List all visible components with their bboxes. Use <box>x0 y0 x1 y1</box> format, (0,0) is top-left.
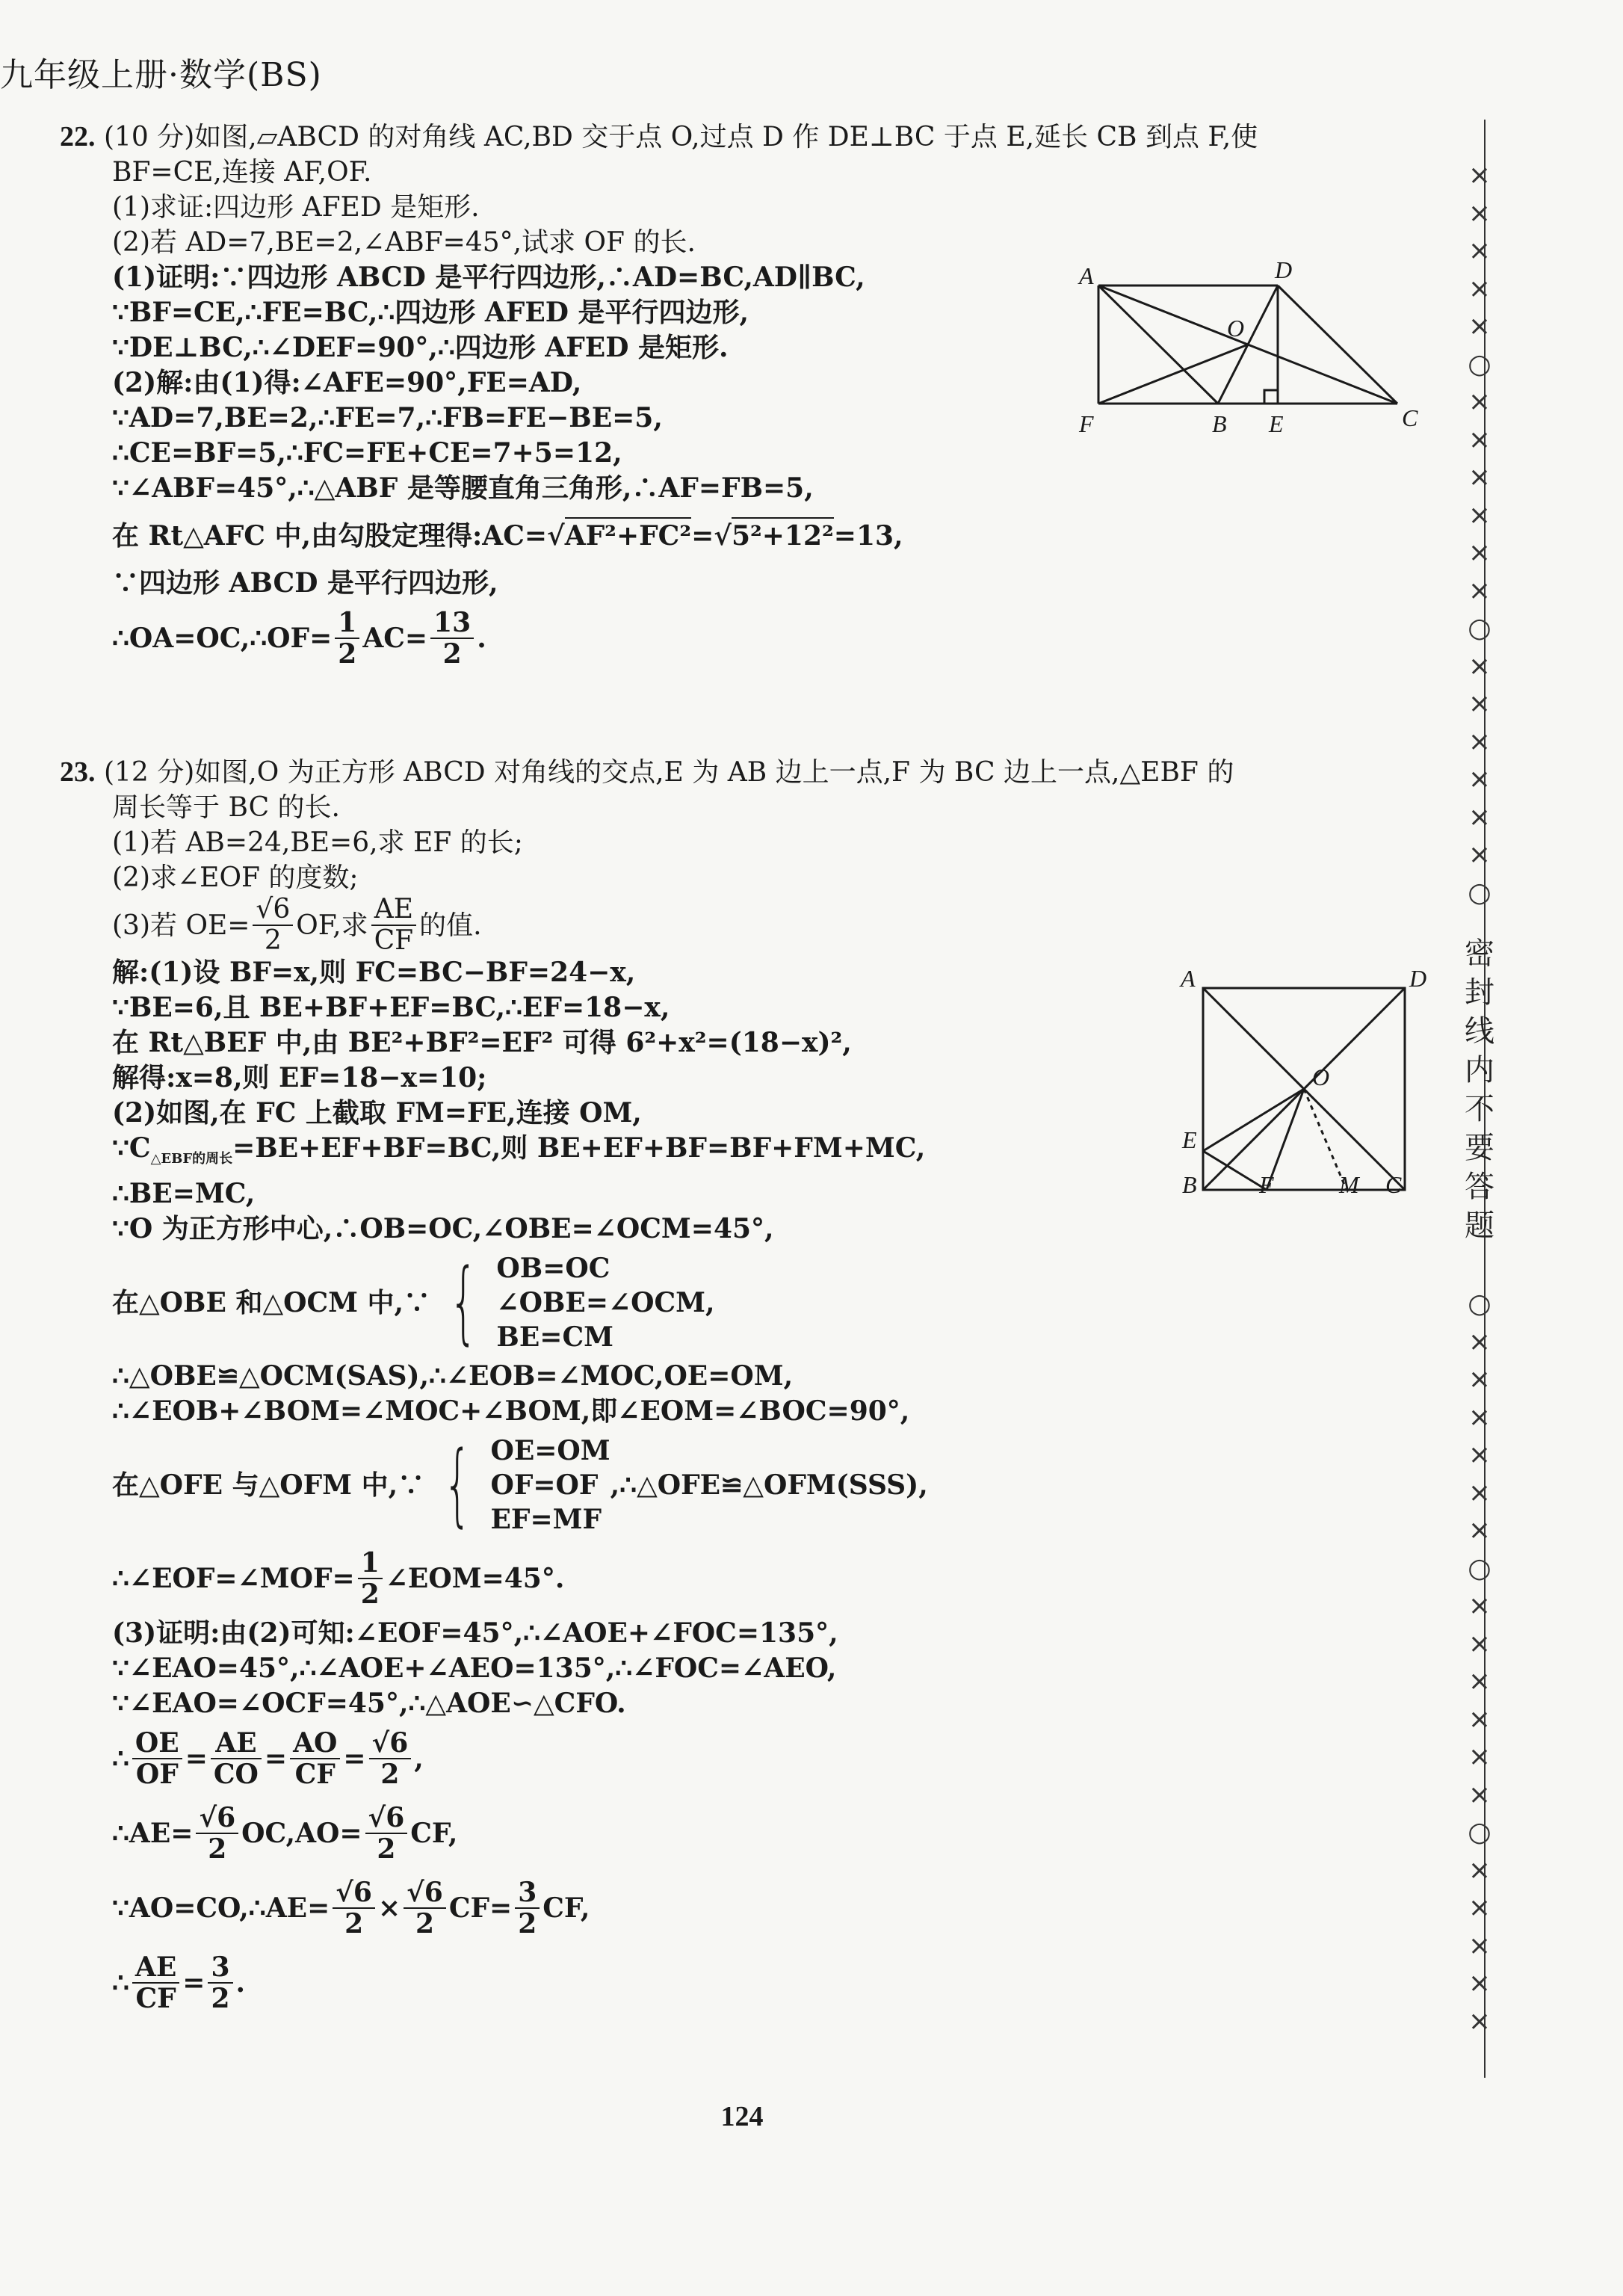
seal-mark: × <box>1468 1930 1491 1961</box>
seal-mark: ○ <box>1468 348 1491 380</box>
solution-line: 在△OBE 和△OCM 中,∵ { OB=OC ∠OBE=∠OCM, BE=CM <box>112 1250 715 1355</box>
solution-line: 在 Rt△AFC 中,由勾股定理得:AC= √AF²+FC² = √5²+12² =13, <box>60 506 1420 566</box>
solution-line: ∴BE=MC, <box>112 1178 256 1210</box>
fraction: $\frac{13}{2}$ <box>430 608 474 669</box>
question-23 <box>60 755 1420 2020</box>
question-stem-cont: 周长等于 BC 的长. <box>112 792 340 823</box>
point-label: O <box>1227 315 1245 342</box>
seal-mark: × <box>1468 1364 1491 1395</box>
figure-parallelogram <box>1069 254 1427 441</box>
seal-mark: × <box>1468 650 1491 682</box>
sqrt-expression: AF²+FC² <box>565 517 691 552</box>
seal-mark: × <box>1468 801 1491 833</box>
solution-line: ∵BE=6,且 BE+BF+EF=BC,∴EF=18−x, <box>112 992 670 1023</box>
question-part-1: (1)若 AB=24,BE=6,求 EF 的长; <box>112 827 523 858</box>
sqrt-expression: 5²+12² <box>732 517 834 552</box>
seal-mark: × <box>1468 537 1491 568</box>
seal-mark: × <box>1468 424 1491 455</box>
solution-line: 在△OFE 与△OFM 中,∵ { OE=OM OF=OF EF=MF ,∴△OFE≌△OFM(SSS), <box>112 1433 928 1537</box>
seal-mark: ○ <box>1468 1552 1491 1584</box>
seal-mark: × <box>1468 839 1491 870</box>
seal-mark: × <box>1468 1628 1491 1659</box>
fraction: $\frac{1}{2}$ <box>335 608 359 669</box>
solution-line: 在 Rt△BEF 中,由 BE²+BF²=EF² 可得 6²+x²=(18−x)², <box>112 1027 852 1058</box>
point-label: O <box>1312 1064 1330 1090</box>
point-label: C <box>1385 1171 1402 1198</box>
point-label: D <box>1409 965 1427 992</box>
seal-mark: × <box>1468 273 1491 304</box>
solution-line: ∴∠EOB+∠BOM=∠MOC+∠BOM,即∠EOM=∠BOC=90°, <box>112 1395 910 1428</box>
seal-mark: × <box>1468 311 1491 342</box>
solution-line: (3)证明:由(2)可知:∠EOF=45°,∴∠AOE+∠FOC=135°, <box>112 1617 838 1650</box>
seal-mark: × <box>1468 1401 1491 1433</box>
seal-mark: × <box>1468 1666 1491 1697</box>
point-label: F <box>1079 410 1094 437</box>
point-label: B <box>1212 410 1227 437</box>
seal-char: 线 <box>1465 1014 1494 1049</box>
point-label: A <box>1079 262 1094 289</box>
seal-mark: × <box>1468 764 1491 794</box>
question-stem: (12 分)如图,O 为正方形 ABCD 对角线的交点,E 为 AB 边上一点,F 为 BC 边上一点,△EBF 的 <box>103 757 1234 788</box>
seal-mark: × <box>1468 1326 1491 1357</box>
seal-mark: × <box>1468 1590 1491 1621</box>
seal-mark: × <box>1468 1515 1491 1546</box>
seal-char: 答 <box>1465 1170 1494 1204</box>
seal-text <box>1446 934 1513 1245</box>
solution-line: (2)解:由(1)得:∠AFE=90°,FE=AD, <box>112 367 582 398</box>
solution-line: $\because C_{\triangle EBF的周长}=BE+EF+BF=BC$,则 BE+EF+BF=BF+FM+MC, <box>112 1132 926 1167</box>
seal-mark: ○ <box>1468 1817 1491 1848</box>
seal-mark: × <box>1468 1892 1491 1923</box>
seal-marks-top <box>1446 157 1513 912</box>
seal-char: 封 <box>1465 975 1494 1010</box>
solution-line: 解得:x=8,则 EF=18−x=10; <box>112 1062 487 1093</box>
solution-line: ∴AE= $\frac{√6}{2}$ OC,AO= $\frac{√6}{2}$ CF, <box>112 1802 458 1866</box>
solution-line: 解:(1)设 BF=x,则 FC=BC−BF=24−x, <box>112 957 636 988</box>
seal-mark: × <box>1468 1741 1491 1772</box>
solution-line: (2)如图,在 FC 上截取 FM=FE,连接 OM, <box>112 1097 642 1129</box>
seal-mark: × <box>1468 1703 1491 1735</box>
solution-line: ∵BF=CE,∴FE=BC,∴四边形 AFED 是平行四边形, <box>112 297 749 328</box>
solution-line: ∴∠EOF=∠MOF= $\frac{1}{2}$ ∠EOM=45°. <box>112 1547 565 1611</box>
seal-mark: × <box>1468 575 1491 606</box>
seal-mark: × <box>1468 235 1491 266</box>
seal-mark: ○ <box>1468 1289 1491 1319</box>
seal-char: 密 <box>1465 936 1494 971</box>
point-label: E <box>1269 410 1284 437</box>
solution-line: ∵∠ABF=45°,∴△ABF 是等腰直角三角形,∴AF=FB=5, <box>112 472 814 504</box>
solution-line: ∵∠EAO=∠OCF=45°,∴△AOE∽△CFO. <box>112 1688 626 1720</box>
question-part-2: (2)求∠EOF 的度数; <box>112 862 359 893</box>
figure-square <box>1173 964 1435 1211</box>
solution-line: ∴ $\frac{OE}{OF}$ = $\frac{AE}{CO}$ = $\frac{AO}{CF}$ = $\frac{√6}{2}$ , <box>112 1727 424 1791</box>
point-label: D <box>1275 256 1293 283</box>
point-label: F <box>1259 1171 1274 1198</box>
question-number: 23. <box>60 756 96 788</box>
solution-line: ∵DE⊥BC,∴∠DEF=90°,∴四边形 AFED 是矩形. <box>112 332 729 363</box>
solution-line: ∵AO=CO,∴AE= $\frac{√6}{2}$ × $\frac{√6}{2}$ CF= $\frac{3}{2}$ CF, <box>112 1877 590 1940</box>
question-part-2: (2)若 AD=7,BE=2,∠ABF=45°,试求 OF 的长. <box>112 227 696 258</box>
seal-mark: × <box>1468 197 1491 229</box>
seal-mark: × <box>1468 1854 1491 1886</box>
solution-line: ∵AD=7,BE=2,∴FE=7,∴FB=FE−BE=5, <box>112 402 663 433</box>
solution-line: (1)证明:∵四边形 ABCD 是平行四边形,∴AD=BC,AD∥BC, <box>112 262 865 293</box>
solution-line: ∵O 为正方形中心,∴OB=OC,∠OBE=∠OCM=45°, <box>112 1213 774 1245</box>
seal-margin <box>1446 127 1513 2085</box>
seal-mark: × <box>1468 386 1491 417</box>
question-number: 22. <box>60 121 96 152</box>
seal-marks-bottom <box>1446 1286 1513 2040</box>
solution-line: ∵四边形 ABCD 是平行四边形, <box>112 567 498 599</box>
seal-mark: × <box>1468 1779 1491 1810</box>
seal-char: 不 <box>1465 1092 1494 1126</box>
seal-char: 要 <box>1465 1131 1494 1165</box>
seal-char: 题 <box>1465 1209 1494 1243</box>
seal-mark: × <box>1468 1477 1491 1508</box>
question-stem: (10 分)如图,▱ABCD 的对角线 AC,BD 交于点 O,过点 D 作 DE⊥BC 于点 E,延长 CB 到点 F,使 <box>103 122 1258 152</box>
seal-mark: × <box>1468 688 1491 719</box>
page-header: 九年级上册·数学(BS) <box>0 56 322 94</box>
seal-mark: × <box>1468 2005 1491 2037</box>
solution-line: ∴OA=OC,∴OF= $\frac{1}{2}$ AC= $\frac{13}{2}$ . <box>112 607 486 670</box>
question-stem-cont: BF=CE,连接 AF,OF. <box>112 157 372 188</box>
seal-mark: × <box>1468 726 1491 757</box>
solution-line: ∵∠EAO=45°,∴∠AOE+∠AEO=135°,∴∠FOC=∠AEO, <box>112 1652 837 1685</box>
point-label: M <box>1339 1171 1359 1198</box>
seal-mark: × <box>1468 462 1491 493</box>
point-label: A <box>1181 965 1196 992</box>
point-label: E <box>1182 1126 1197 1153</box>
seal-mark: × <box>1468 499 1491 531</box>
page-number: 124 <box>720 2101 764 2132</box>
solution-line: ∴CE=BF=5,∴FC=FE+CE=7+5=12, <box>112 437 622 469</box>
question-part-1: (1)求证:四边形 AFED 是矩形. <box>112 192 480 223</box>
seal-mark: × <box>1468 1968 1491 1999</box>
seal-mark: ○ <box>1468 877 1491 908</box>
solution-line: ∴ $\frac{AE}{CF}$ = $\frac{3}{2}$ . <box>112 1951 246 2015</box>
seal-mark: × <box>1468 1439 1491 1470</box>
seal-mark: ○ <box>1468 613 1491 644</box>
question-part-3: (3)若 OE= $\frac{√6}{2}$ OF,求 $\frac{AE}{CF}$ 的值. <box>112 894 482 956</box>
point-label: B <box>1182 1171 1197 1198</box>
solution-line: ∴△OBE≌△OCM(SAS),∴∠EOB=∠MOC,OE=OM, <box>112 1360 794 1392</box>
seal-mark: × <box>1468 160 1491 191</box>
point-label: C <box>1402 404 1418 431</box>
seal-char: 内 <box>1465 1053 1494 1087</box>
